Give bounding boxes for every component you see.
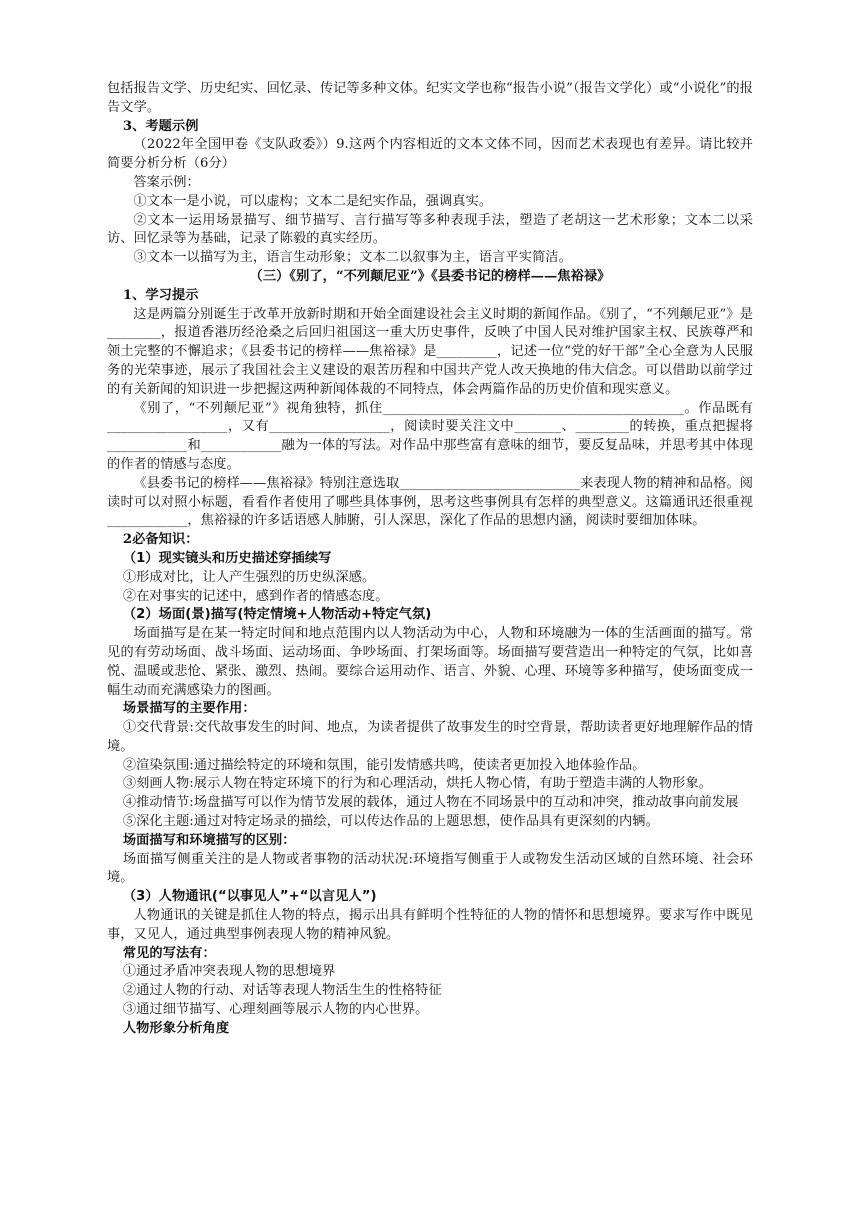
heading-scene-functions: 场景描写的主要作用： bbox=[122, 701, 256, 717]
farewell-britannia-paragraph: 《别了，“不列颠尼亚”》视角独特，抓住_____________________________________________。作品既有__________________，又有__________________，阅读时要关注文中_______、________的转换，重点把握将____________和____________融为一体的写法。对作品中那些富有意味的细节，要反复品味，并思考其中体现的作者的情感与态度。 bbox=[107, 400, 753, 472]
paragraph-intro-continuation: 包括报告文学、历史纪实、回忆录、传记等多种文体。纪实文学也称“报告小说”（报告文学化）或“小说化”的报告文学。 bbox=[107, 81, 753, 115]
scene-function-5: ⑤深化主题:通过对特定场录的描绘，可以传达作品的上题思想，使作品具有更深刻的内辆。 bbox=[122, 814, 659, 830]
study-tips-paragraph: 这是两篇分别诞生于改革开放新时期和开始全面建设社会主义时期的新闻作品。《别了，“不列颠尼亚”》是________，报道香港历经沧桑之后回归祖国这一重大历史事件，反映了中国人民对维护国家主权、民族尊严和领土完整的不懈追求；《县委书记的榜样——焦裕禄》是_________，记述一位“党的好干部”全心全意为人民服务的光荣事迹，展示了我国社会主义建设的艰苦历程和中国共产党人改天换地的伟大信念。可以借助以前学过的有关新闻的知识进一步把握这两种新闻体裁的不同特点，体会两篇作品的历史价值和现实意义。 bbox=[107, 306, 753, 397]
heading-character-analysis: 人物形象分析角度 bbox=[122, 1020, 230, 1036]
heading-essential-knowledge: 2必备知识： bbox=[122, 532, 199, 548]
scene-function-1: ①交代背景:交代故事发生的时间、地点，为读者提供了故事发生的时空背景，帮助读者更好地理解作品的情境。 bbox=[107, 720, 753, 754]
method-item-3: ③通过细节描写、心理刻画等展示人物的内心世界。 bbox=[122, 1002, 429, 1018]
heading-scene-vs-environment: 场面描写和环境描写的区别： bbox=[122, 832, 296, 848]
scene-function-4: ④推动情节:场盘描写可以作为情节发展的载体，通过人物在不同场景中的互动和冲突，推动故事向前发展 bbox=[122, 795, 739, 811]
answer-label: 答案示例： bbox=[133, 174, 200, 190]
scene-function-2: ②渲染氛围:通过描绘特定的环境和氛围，能引发情感共鸣，使读者更加投入地体验作品。 bbox=[122, 757, 646, 773]
subheading-character-report: （3）人物通讯(“以事见人”+“以言见人”) bbox=[122, 889, 377, 905]
subheading-reality-history: （1）现实镜头和历史描述穿插续写 bbox=[122, 550, 332, 566]
scene-description-paragraph: 场面描写是在某一特定时间和地点范围内以人物活动为中心，人物和环境融为一体的生活画面的描写。常见的有劳动场面、战斗场面、运动场面、争吵场面、打架场面等。场面描写要营造出一种特定的气氛，比如喜悦、温暖或悲怆、紧张、激烈、热闹。要综合运用动作、语言、外貌、心理、环境等多种描写，使场面变成一幅生动而充满感染力的图画。 bbox=[107, 626, 753, 698]
heading-common-methods: 常见的写法有： bbox=[122, 945, 216, 961]
jiao-yulu-paragraph: 《县委书记的榜样——焦裕禄》特别注意选取___________________________来表现人物的精神和品格。阅读时可以对照小标题，看看作者使用了哪些具体事例，思考这些事例具有怎样的典型意义。这篇通讯还很重视____________，焦裕禄的许多话语感人肺腑，引人深思，深化了作品的思想内涵，阅读时要细加体味。 bbox=[107, 475, 753, 529]
answer-item-2: ②文本一运用场景描写、细节描写、言行描写等多种表现手法，塑造了老胡这一艺术形象；文本二以采访、回忆录等为基础，记录了陈毅的真实经历。 bbox=[107, 212, 753, 247]
heading-exam-example: 3、考题示例 bbox=[122, 118, 199, 134]
scene-vs-environment-paragraph: 场面描写侧重关注的是人物或者事物的活动状况:环境指写侧重于人或物发生活动区域的自然环境、社会环境。 bbox=[107, 851, 753, 886]
section-title-three: （三）《别了，“不列颠尼亚”》《县委书记的榜样——焦裕禄》 bbox=[249, 268, 611, 284]
method-item-2: ②通过人物的行动、对话等表现人物活生生的性格特征 bbox=[122, 983, 442, 999]
exam-question: （2022年全国甲卷《支队政委》）9.这两个内容相近的文本文体不同，因而艺术表现也有差异。请比较并简要分析分析（6分） bbox=[107, 137, 753, 172]
document-body bbox=[107, 80, 753, 1039]
answer-item-1: ①文本一是小说，可以虚构；文本二是纪实作品，强调真实。 bbox=[133, 193, 493, 209]
reality-history-item-1: ①形成对比，让人产生强烈的历史纵深感。 bbox=[122, 569, 376, 585]
reality-history-item-2: ②在对事实的记述中，感到作者的情感态度。 bbox=[122, 588, 389, 604]
answer-item-3: ③文本一以描写为主，语言生动形象；文本二以叙事为主，语言平实简洁。 bbox=[133, 250, 572, 266]
subheading-scene-description: （2）场面(景)描写(特定情境+人物活动+特定气氛) bbox=[122, 607, 432, 623]
heading-study-tips: 1、学习提示 bbox=[122, 287, 199, 303]
character-report-paragraph: 人物通讯的关键是抓住人物的特点，揭示出具有鲜明个性特征的人物的情怀和思想境界。要求写作中既见事，又见人，通过典型事例表现人物的精神风貌。 bbox=[107, 908, 753, 942]
scene-function-3: ③刻画人物:展示人物在特定环境下的行为和心理活动，烘托人物心情，有助于塑造丰满的人物形象。 bbox=[122, 776, 713, 792]
method-item-1: ①通过矛盾冲突表现人物的思想境界 bbox=[122, 964, 336, 980]
